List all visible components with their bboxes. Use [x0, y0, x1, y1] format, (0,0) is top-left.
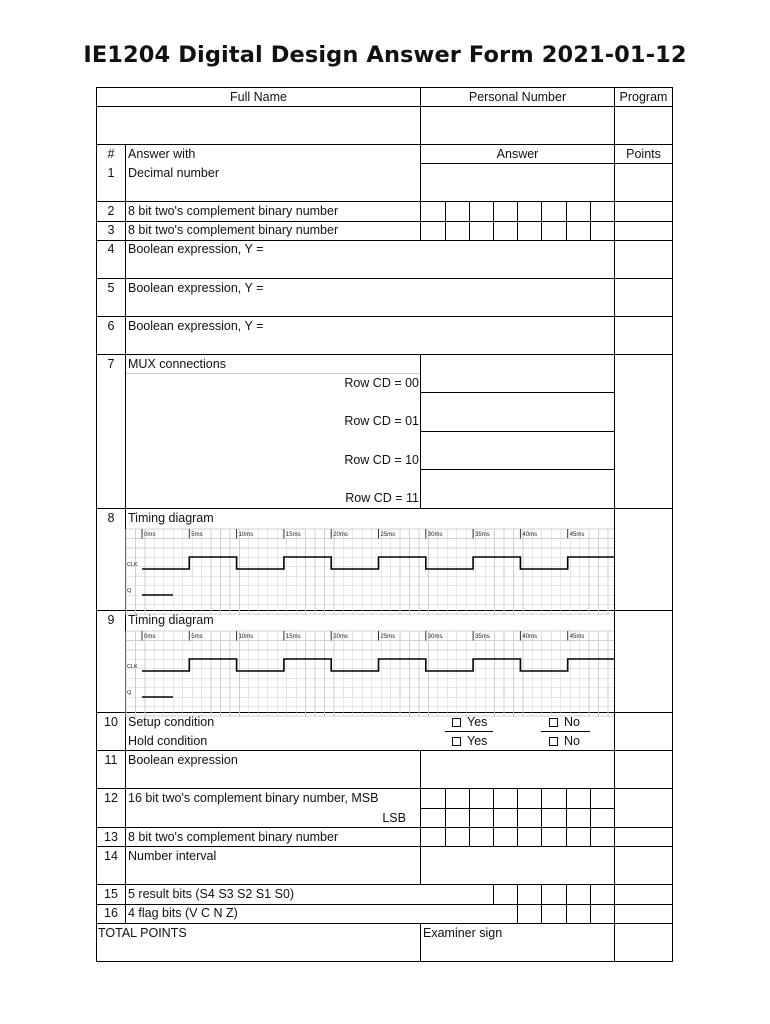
row-label: 8 bit two's complement binary number — [128, 830, 339, 844]
time-tick-label: 15ms — [285, 634, 301, 640]
time-tick-label: 0ms — [144, 532, 156, 538]
clk-label: CLK — [127, 562, 138, 568]
row-number: 8 — [107, 511, 115, 525]
row-number: 2 — [107, 204, 115, 218]
time-tick-label: 25ms — [380, 634, 396, 640]
header-full-name: Full Name — [230, 90, 287, 104]
row-number: 4 — [107, 242, 115, 256]
row-label: Boolean expression — [128, 753, 238, 767]
checkbox-icon[interactable] — [549, 737, 558, 746]
hold-no-option[interactable]: No — [549, 734, 580, 748]
header-number: # — [107, 147, 115, 161]
time-tick-label: 40ms — [522, 532, 538, 538]
setup-no-option[interactable]: No — [549, 715, 580, 729]
mux-row-label: Row CD = 01 — [344, 414, 419, 428]
row-number: 14 — [104, 849, 118, 863]
time-tick-label: 30ms — [427, 532, 443, 538]
header-answer: Answer — [496, 147, 539, 161]
time-tick-label: 45ms — [569, 634, 585, 640]
time-tick-label: 40ms — [522, 634, 538, 640]
time-tick-label: 30ms — [427, 634, 443, 640]
mux-row-label: Row CD = 11 — [345, 491, 419, 505]
time-tick-label: 10ms — [238, 634, 254, 640]
clk-waveform — [142, 659, 614, 671]
row-number: 5 — [107, 281, 115, 295]
row-number: 15 — [104, 887, 118, 901]
row-number: 10 — [104, 715, 118, 729]
row-label: Number interval — [128, 849, 217, 863]
row-label: Boolean expression, Y = — [128, 281, 264, 295]
examiner-sign-label: Examiner sign — [423, 926, 503, 940]
clk-waveform — [142, 557, 614, 569]
time-tick-label: 5ms — [191, 532, 203, 538]
row-label: MUX connections — [128, 357, 226, 371]
row-number: 16 — [104, 906, 118, 920]
row-label: 4 flag bits (V C N Z) — [128, 906, 238, 920]
time-tick-label: 35ms — [475, 532, 490, 538]
checkbox-icon[interactable] — [452, 718, 461, 727]
row-label: Decimal number — [128, 166, 220, 180]
row-number: 3 — [107, 223, 115, 237]
row-number: 13 — [104, 830, 118, 844]
timing-diagram-9[interactable] — [126, 631, 614, 717]
clk-label: CLK — [127, 664, 138, 670]
header-points: Points — [626, 147, 661, 161]
row-number: 1 — [107, 166, 115, 180]
time-tick-label: 20ms — [333, 532, 348, 538]
timing-diagram-8[interactable] — [126, 529, 614, 615]
row-label: Boolean expression, Y = — [128, 319, 264, 333]
row-label: 16 bit two's complement binary number, MSB — [128, 791, 379, 805]
row-number: 11 — [104, 753, 118, 767]
time-tick-label: 20ms — [333, 634, 348, 640]
time-tick-label: 5ms — [191, 634, 203, 640]
row-number: 6 — [107, 319, 115, 333]
row-label: Hold condition — [128, 734, 208, 748]
header-answer-with: Answer with — [128, 147, 196, 161]
row-label: 8 bit two's complement binary number — [128, 223, 339, 237]
row-label: 5 result bits (S4 S3 S2 S1 S0) — [128, 887, 295, 901]
header-program: Program — [619, 90, 668, 104]
time-tick-label: 10ms — [238, 532, 254, 538]
hold-yes-option[interactable]: Yes — [452, 734, 487, 748]
setup-yes-option[interactable]: Yes — [452, 715, 487, 729]
time-tick-label: 35ms — [475, 634, 490, 640]
checkbox-icon[interactable] — [549, 718, 558, 727]
row-label: Boolean expression, Y = — [128, 242, 264, 256]
q-label: Q — [127, 588, 132, 594]
total-points-label: TOTAL POINTS — [98, 926, 187, 940]
header-personal-number: Personal Number — [468, 90, 567, 104]
form-title: IE1204 Digital Design Answer Form 2021-01-12 — [83, 42, 687, 68]
row-label: Timing diagram — [128, 613, 214, 627]
mux-row-label: Row CD = 00 — [344, 376, 419, 390]
time-tick-label: 45ms — [569, 532, 585, 538]
row-number: 7 — [107, 357, 115, 371]
row-number: 9 — [107, 613, 115, 627]
checkbox-icon[interactable] — [452, 737, 461, 746]
time-tick-label: 25ms — [380, 532, 396, 538]
q-label: Q — [127, 690, 132, 696]
row-label: Setup condition — [128, 715, 215, 729]
mux-row-label: Row CD = 10 — [344, 453, 419, 467]
time-tick-label: 0ms — [144, 634, 156, 640]
row-number: 12 — [104, 791, 118, 805]
time-tick-label: 15ms — [285, 532, 301, 538]
row-label: 8 bit two's complement binary number — [128, 204, 339, 218]
row-label: Timing diagram — [128, 511, 214, 525]
lsb-label: LSB — [382, 811, 406, 825]
